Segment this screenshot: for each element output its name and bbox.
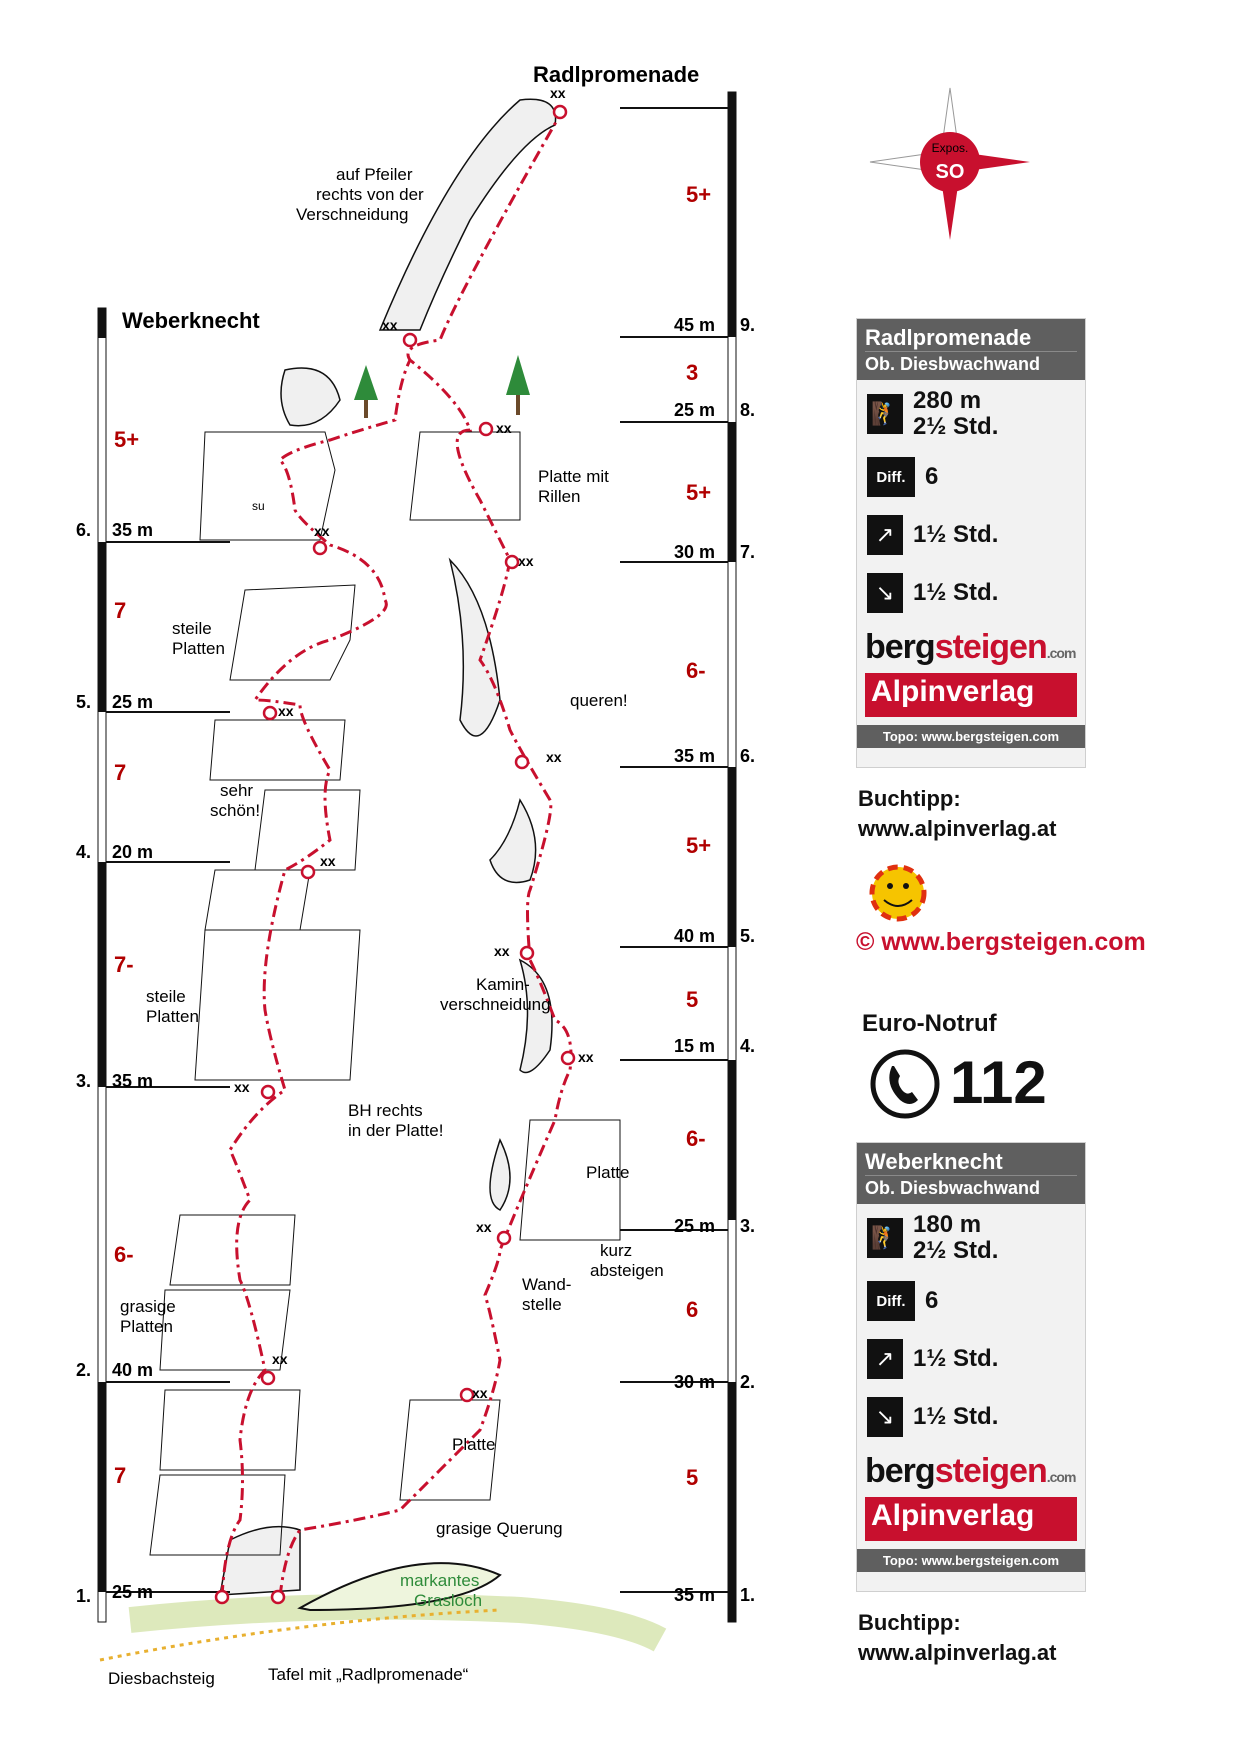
right-pitch-8-length: 25 m (674, 400, 716, 420)
left-pitch-2-grade: 6- (114, 1242, 134, 1267)
anchor-label-xx: xx (472, 1385, 488, 1401)
right-pitch-8-grade: 3 (686, 360, 699, 385)
hiker-descent-icon: ↘ (867, 573, 903, 613)
info-card-radlpromenade (856, 318, 1086, 768)
phone-icon (873, 1052, 937, 1116)
anchor-label-xx: xx (546, 749, 562, 765)
buchtipp-1 (858, 784, 1056, 844)
note-pfeiler-2: rechts von der (316, 185, 424, 204)
note-grasloch-2: Grasloch (414, 1591, 483, 1610)
anchor-label-xx: xx (278, 703, 294, 719)
alpinverlag-logo: Alpinverlag (865, 673, 1077, 717)
card-subtitle: Ob. Diesbwachwand (865, 1175, 1077, 1200)
difficulty-value: 6 (925, 463, 939, 490)
difficulty-icon: Diff. (867, 1281, 915, 1321)
right-pitch-3-length: 25 m (674, 1216, 716, 1236)
route-length: 280 m (913, 387, 982, 414)
info-card-weberknecht (856, 1142, 1086, 1592)
note-wand-2: stelle (522, 1295, 562, 1314)
left-pitch-4-length: 20 m (112, 842, 154, 862)
note-grasige-querung: grasige Querung (436, 1519, 563, 1538)
approach-row (857, 1330, 1085, 1388)
right-pitch-2-grade: 6 (686, 1297, 699, 1322)
right-pitch-9-number: 9. (740, 315, 756, 335)
right-pitch-7-grade: 5+ (686, 480, 712, 505)
card-title: Radlpromenade (865, 325, 1032, 350)
difficulty-icon: Diff. (867, 457, 915, 497)
note-steile1-1: steile (172, 619, 212, 638)
bergsteigen-logo: bergsteigen.com (865, 628, 1076, 666)
note-pfeiler-1: auf Pfeiler (336, 165, 413, 184)
anchor-label-xx: xx (476, 1219, 492, 1235)
right-pitch-3-number: 3. (740, 1216, 756, 1236)
anchor-label-xx: xx (550, 85, 566, 101)
left-pitch-1-length: 25 m (112, 1582, 154, 1602)
difficulty-row (857, 448, 1085, 506)
topo-link[interactable]: Topo: www.bergsteigen.com (857, 725, 1085, 748)
note-grasige-platten-1: grasige (120, 1297, 176, 1316)
euro-notruf-label: Euro-Notruf (862, 1010, 997, 1037)
hiker-approach-icon: ↗ (867, 1339, 903, 1379)
note-pfeiler-3: Verschneidung (296, 205, 409, 224)
right-pitch-6-number: 6. (740, 746, 756, 766)
right-pitch-1-number: 1. (740, 1585, 756, 1605)
anchor-label-xx: xx (382, 317, 398, 333)
left-pitch-5-grade: 7 (114, 598, 127, 623)
card-subtitle: Ob. Diesbwachwand (865, 351, 1077, 376)
right-pitch-5-length: 40 m (674, 926, 716, 946)
bergsteigen-logo: bergsteigen.com (865, 1452, 1076, 1490)
right-pitch-1-length: 35 m (674, 1585, 716, 1605)
hiker-descent-icon: ↘ (867, 1397, 903, 1437)
approach-row (857, 506, 1085, 564)
note-kurz-2: absteigen (590, 1261, 664, 1280)
note-rillen-1: Platte mit (538, 467, 609, 486)
base-grass (130, 1607, 660, 1640)
tree-icon (354, 355, 530, 418)
left-pitch-4-number: 4. (76, 842, 92, 862)
note-platte-1: Platte (586, 1163, 630, 1182)
climber-icon: 🧗 (867, 1218, 903, 1258)
left-pitch-1-grade: 7 (114, 1463, 127, 1488)
right-pitch-2-length: 30 m (674, 1372, 716, 1392)
note-kurz-1: kurz (600, 1241, 633, 1260)
note-schoen-1: sehr (220, 781, 254, 800)
right-pitch-3-grade: 6- (686, 1126, 706, 1151)
right-pitch-6-grade: 6- (686, 658, 706, 683)
route-length: 180 m (913, 1211, 982, 1238)
card-header (857, 319, 1085, 380)
approach-time: 1½ Std. (913, 1345, 999, 1372)
descent-row (857, 1388, 1085, 1446)
note-grasloch-1: markantes (400, 1571, 480, 1590)
note-steile1-2: Platten (172, 639, 225, 658)
note-wand-1: Wand- (522, 1275, 572, 1294)
buchtipp-2 (858, 1608, 1056, 1668)
note-steile2-2: Platten (146, 1007, 199, 1026)
anchor-label-xx: xx (234, 1079, 250, 1095)
left-pitch-5-length: 25 m (112, 692, 154, 712)
note-grasige-platten-2: Platten (120, 1317, 173, 1336)
anchor-label-xx: xx (272, 1351, 288, 1367)
climber-icon: 🧗 (867, 394, 903, 434)
note-su: su (252, 499, 265, 513)
anchor-label-xx: xx (578, 1049, 594, 1065)
difficulty-row (857, 1272, 1085, 1330)
right-pitch-6-length: 35 m (674, 746, 716, 766)
radlpromenade-top-label: Radlpromenade (533, 62, 700, 87)
anchor-label-xx: xx (494, 943, 510, 959)
compass-direction: SO (935, 161, 965, 183)
descent-row (857, 564, 1085, 622)
note-queren: queren! (570, 691, 628, 710)
buchtipp-url[interactable]: www.alpinverlag.at (858, 816, 1057, 841)
right-pitch-1-grade: 5 (686, 1465, 699, 1490)
left-pitch-3-number: 3. (76, 1071, 92, 1091)
left-pitch-2-number: 2. (76, 1360, 92, 1380)
anchor-label-xx: xx (496, 420, 512, 436)
descent-time: 1½ Std. (913, 579, 999, 606)
alpinverlag-logo: Alpinverlag (865, 1497, 1077, 1541)
note-steile2-1: steile (146, 987, 186, 1006)
buchtipp-label: Buchtipp: (858, 786, 961, 811)
note-rillen-2: Rillen (538, 487, 581, 506)
right-pitch-7-number: 7. (740, 542, 756, 562)
right-pitch-4-number: 4. (740, 1036, 756, 1056)
left-pitch-4-grade: 7 (114, 760, 127, 785)
length-row (857, 1204, 1085, 1272)
length-row (857, 380, 1085, 448)
right-pitch-5-number: 5. (740, 926, 756, 946)
left-pitch-5-number: 5. (76, 692, 92, 712)
note-kamin-1: Kamin- (476, 975, 530, 994)
topo-link[interactable]: Topo: www.bergsteigen.com (857, 1549, 1085, 1572)
card-header (857, 1143, 1085, 1204)
right-pitch-4-grade: 5 (686, 987, 699, 1012)
anchor-label-xx: xx (320, 853, 336, 869)
emergency-number: 112 (950, 1049, 1047, 1116)
weberknecht-label: Weberknecht (122, 308, 260, 333)
note-bh-1: BH rechts (348, 1101, 423, 1120)
descent-time: 1½ Std. (913, 1403, 999, 1430)
right-pitch-9-length: 45 m (674, 315, 716, 335)
note-platte-2: Platte (452, 1435, 496, 1454)
left-pitch-3-length: 35 m (112, 1071, 154, 1091)
left-pitch-3-grade: 7- (114, 952, 134, 977)
note-kamin-2: verschneidung (440, 995, 551, 1014)
right-pitch-8-number: 8. (740, 400, 756, 420)
left-pitch-6-grade: 5+ (114, 427, 140, 452)
difficulty-value: 6 (925, 1287, 939, 1314)
note-schoen-2: schön! (210, 801, 261, 820)
buchtipp-url[interactable]: www.alpinverlag.at (858, 1640, 1057, 1665)
compass-label: Expos. (931, 141, 969, 155)
left-pitch-2-length: 40 m (112, 1360, 154, 1380)
right-pitch-5-grade: 5+ (686, 833, 712, 858)
right-pitch-2-number: 2. (740, 1372, 756, 1392)
right-pitch-7-length: 30 m (674, 542, 716, 562)
note-bh-2: in der Platte! (348, 1121, 444, 1140)
note-diesbachsteig: Diesbachsteig (108, 1669, 215, 1688)
left-pitch-1-number: 1. (76, 1586, 92, 1606)
note-tafel: Tafel mit „Radlpromenade“ (268, 1665, 469, 1684)
approach-time: 1½ Std. (913, 521, 999, 548)
route-time: 2½ Std. (913, 413, 999, 440)
hiker-approach-icon: ↗ (867, 515, 903, 555)
compass-icon (870, 88, 1030, 240)
route-time: 2½ Std. (913, 1237, 999, 1264)
left-pitch-6-length: 35 m (112, 520, 154, 540)
buchtipp-label: Buchtipp: (858, 1610, 961, 1635)
sun-icon (872, 867, 924, 919)
anchor-label-xx: xx (518, 553, 534, 569)
card-title: Weberknecht (865, 1149, 1003, 1174)
anchor-label-xx: xx (314, 523, 330, 539)
right-pitch-9-grade: 5+ (686, 182, 712, 207)
copyright-link[interactable]: © www.bergsteigen.com (856, 928, 1146, 956)
right-pitch-4-length: 15 m (674, 1036, 716, 1056)
left-pitch-6-number: 6. (76, 520, 92, 540)
